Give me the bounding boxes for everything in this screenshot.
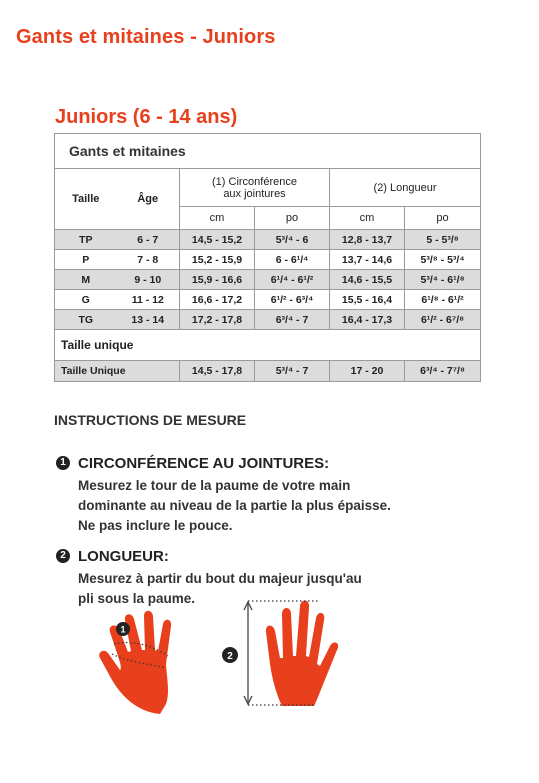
table-row bbox=[55, 250, 481, 270]
cell-circ-cm: 14,5 - 15,2 bbox=[180, 230, 255, 250]
unique-size-header: Taille unique bbox=[55, 330, 481, 361]
step-number-badge: 2 bbox=[56, 549, 70, 563]
cell-len-po: 6¹/² - 6⁷/⁸ bbox=[405, 310, 481, 330]
step-line: Mesurez à partir du bout du majeur jusqu'au bbox=[78, 571, 362, 586]
cell-circ-po: 5³/⁴ - 7 bbox=[255, 361, 330, 382]
cell-circ-cm: 14,5 - 17,8 bbox=[180, 361, 255, 382]
table-header-row bbox=[55, 169, 481, 207]
col-age-header: Âge bbox=[117, 169, 180, 230]
cell-unique-label: Taille Unique bbox=[55, 361, 180, 382]
cell-len-cm: 14,6 - 15,5 bbox=[330, 270, 405, 290]
table-row bbox=[55, 290, 481, 310]
hand-length-icon bbox=[222, 600, 338, 706]
cell-circ-cm: 17,2 - 17,8 bbox=[180, 310, 255, 330]
table-title: Gants et mitaines bbox=[55, 134, 481, 169]
unique-size-header-row bbox=[55, 330, 481, 361]
col-circumference-header bbox=[180, 169, 330, 207]
cell-age: 7 - 8 bbox=[117, 250, 180, 270]
cell-age: 13 - 14 bbox=[117, 310, 180, 330]
unit-po: po bbox=[405, 207, 481, 230]
table-row bbox=[55, 310, 481, 330]
step-line: pli sous la paume. bbox=[78, 591, 196, 606]
cell-len-po: 6³/⁴ - 7⁷/⁸ bbox=[405, 361, 481, 382]
cell-len-cm: 13,7 - 14,6 bbox=[330, 250, 405, 270]
cell-len-cm: 15,5 - 16,4 bbox=[330, 290, 405, 310]
cell-circ-cm: 15,2 - 15,9 bbox=[180, 250, 255, 270]
cell-len-cm: 16,4 - 17,3 bbox=[330, 310, 405, 330]
cell-len-cm: 12,8 - 13,7 bbox=[330, 230, 405, 250]
size-table bbox=[54, 133, 481, 382]
cell-size: G bbox=[55, 290, 117, 310]
hand-measurement-illustration bbox=[0, 580, 539, 740]
marker-1-label: 1 bbox=[120, 624, 126, 635]
step-heading: CIRCONFÉRENCE AU JOINTURES: bbox=[78, 455, 330, 472]
cell-circ-cm: 15,9 - 16,6 bbox=[180, 270, 255, 290]
cell-circ-po: 6¹/⁴ - 6¹/² bbox=[255, 270, 330, 290]
unit-cm: cm bbox=[330, 207, 405, 230]
cell-len-cm: 17 - 20 bbox=[330, 361, 405, 382]
table-row bbox=[55, 230, 481, 250]
cell-age: 9 - 10 bbox=[117, 270, 180, 290]
cell-len-po: 5³/⁸ - 5³/⁴ bbox=[405, 250, 481, 270]
cell-len-po: 5³/⁴ - 6¹/⁸ bbox=[405, 270, 481, 290]
cell-age: 11 - 12 bbox=[117, 290, 180, 310]
table-title-row bbox=[55, 134, 481, 169]
step-line: dominante au niveau de la partie la plus épaisse. bbox=[78, 498, 391, 513]
step-line: Ne pas inclure le pouce. bbox=[78, 518, 233, 533]
cell-age: 6 - 7 bbox=[117, 230, 180, 250]
table-row bbox=[55, 270, 481, 290]
cell-size: M bbox=[55, 270, 117, 290]
step-number-badge: 1 bbox=[56, 456, 70, 470]
col-circumference-line1: (1) Circonférence bbox=[212, 175, 297, 188]
marker-2-label: 2 bbox=[227, 651, 233, 662]
unit-po: po bbox=[255, 207, 330, 230]
cell-size: TP bbox=[55, 230, 117, 250]
cell-circ-po: 6 - 6¹/⁴ bbox=[255, 250, 330, 270]
col-circumference-line2: aux jointures bbox=[223, 187, 286, 200]
step-description bbox=[78, 476, 498, 536]
step-heading: LONGUEUR: bbox=[78, 548, 169, 565]
hand-circumference-icon bbox=[99, 611, 171, 714]
page-title: Gants et mitaines - Juniors bbox=[16, 26, 276, 48]
table-row bbox=[55, 361, 481, 382]
col-length-header: (2) Longueur bbox=[330, 169, 481, 207]
cell-circ-po: 5³/⁴ - 6 bbox=[255, 230, 330, 250]
step-line: Mesurez le tour de la paume de votre main bbox=[78, 478, 351, 493]
cell-len-po: 6¹/⁸ - 6¹/² bbox=[405, 290, 481, 310]
section-title: Juniors (6 - 14 ans) bbox=[55, 106, 238, 128]
col-size-header: Taille bbox=[55, 169, 117, 230]
cell-len-po: 5 - 5³/⁸ bbox=[405, 230, 481, 250]
cell-circ-po: 6³/⁴ - 7 bbox=[255, 310, 330, 330]
unit-cm: cm bbox=[180, 207, 255, 230]
cell-circ-cm: 16,6 - 17,2 bbox=[180, 290, 255, 310]
cell-size: P bbox=[55, 250, 117, 270]
instructions-title: INSTRUCTIONS DE MESURE bbox=[54, 412, 247, 428]
cell-circ-po: 6¹/² - 6³/⁴ bbox=[255, 290, 330, 310]
cell-size: TG bbox=[55, 310, 117, 330]
